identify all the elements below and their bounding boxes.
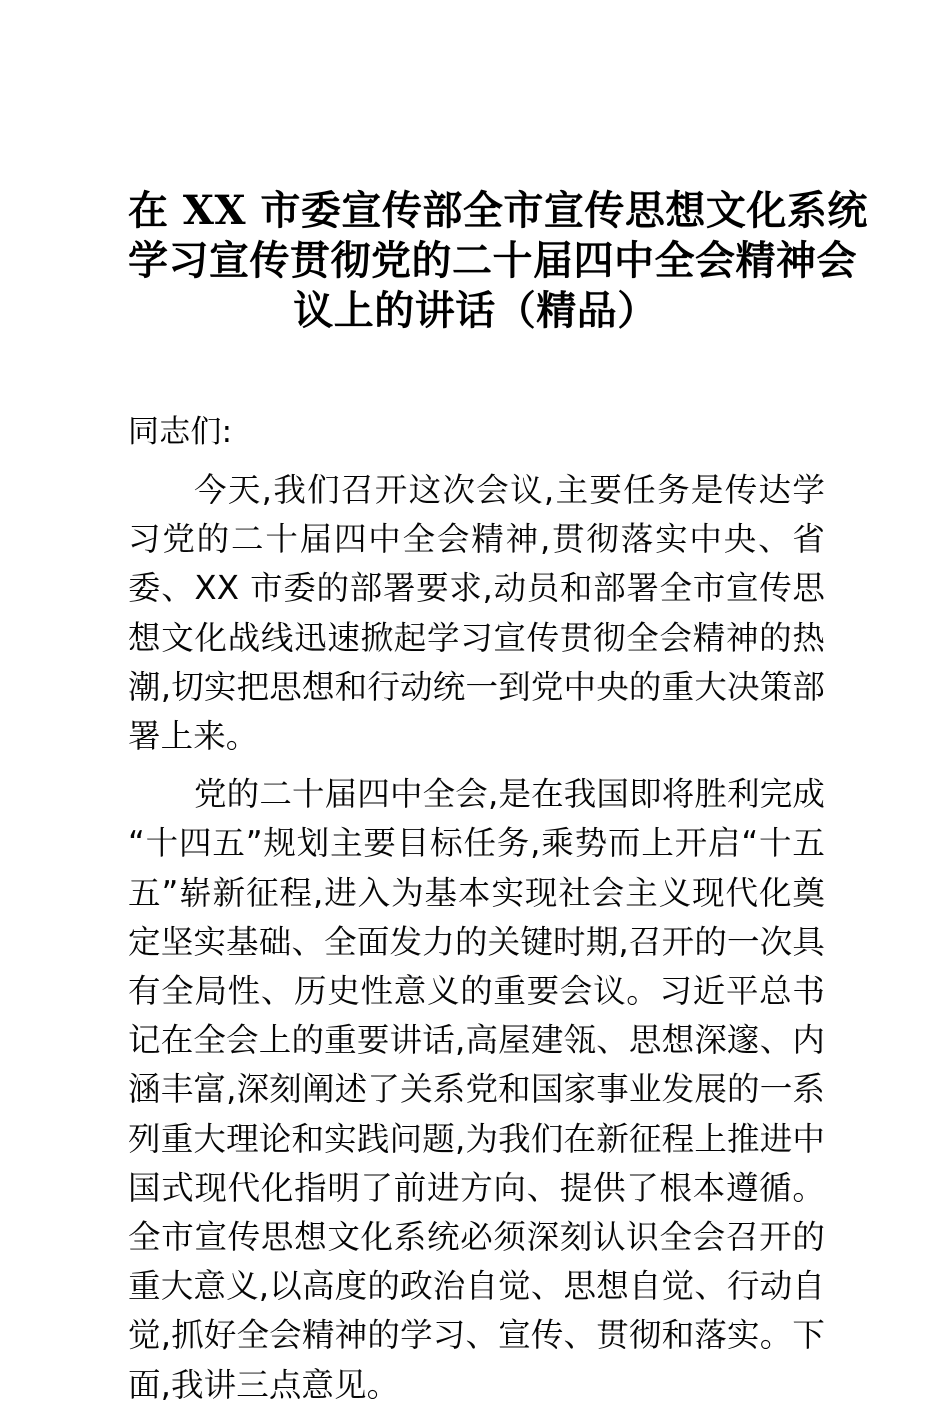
- page-title: [128, 186, 868, 336]
- title-line-3: 议上的讲话（精品）: [293, 287, 658, 334]
- title-line-1: 在 XX 市委宣传部全市宣传思想文化系统: [128, 187, 868, 234]
- title-line-2: 学习宣传贯彻党的二十届四中全会精神会: [128, 237, 857, 284]
- body-paragraph-2: 党的二十届四中全会,是在我国即将胜利完成“十四五”规划主要目标任务,乘势而上开启“十五五”崭新征程,进入为基本实现社会主义现代化奠定坚实基础、全面发力的关键时期,召开的一次具有全局性、历史性意义的重要会议。习近平总书记在全会上的重要讲话,高屋建瓴、思想深邃、内涵丰富,深刻阐述了关系党和国家事业发展的一系列重大理论和实践问题,为我们在新征程上推进中国式现代化指明了前进方向、提供了根本遵循。全市宣传思想文化系统必须深刻认识全会召开的重大意义,以高度的政治自觉、思想自觉、行动自觉,抓好全会精神的学习、宣传、贯彻和落实。下面,我讲三点意见。: [128, 775, 825, 1404]
- document-body: [128, 408, 825, 1410]
- body-paragraph-1: 今天,我们召开这次会议,主要任务是传达学习党的二十届四中全会精神,贯彻落实中央、省委、XX 市委的部署要求,动员和部署全市宣传思想文化战线迅速掀起学习宣传贯彻全会精神的热潮,切实把思想和行动统一到党中央的重大决策部署上来。: [128, 471, 825, 756]
- salutation: 同志们:: [128, 414, 233, 450]
